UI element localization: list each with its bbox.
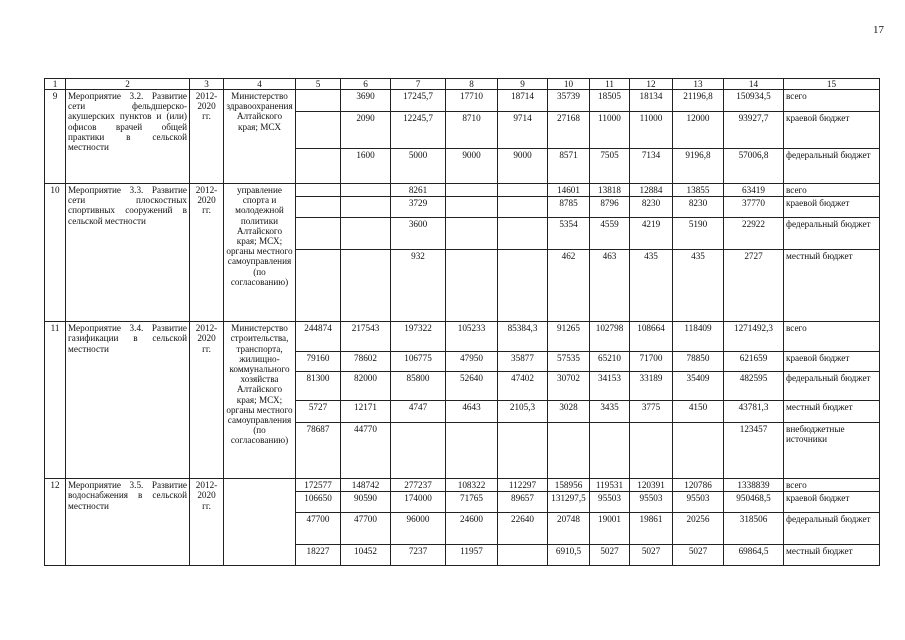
value-cell: 8785 bbox=[548, 197, 590, 218]
measure-title: Мероприятие 3.3. Развитие сети плоскостных спортивных сооружений в сельской местности bbox=[66, 184, 190, 322]
value-cell: 85800 bbox=[391, 372, 446, 401]
value-cell: 6910,5 bbox=[548, 545, 590, 566]
period: 2012-2020 гг. bbox=[190, 322, 224, 479]
value-cell bbox=[498, 545, 548, 566]
period: 2012-2020 гг. bbox=[190, 479, 224, 566]
value-cell: 2727 bbox=[724, 250, 784, 322]
value-cell: 4150 bbox=[673, 401, 724, 423]
funding-source: краевой бюджет bbox=[784, 492, 880, 513]
header-cell: 5 bbox=[296, 79, 341, 90]
header-cell: 3 bbox=[190, 79, 224, 90]
value-cell: 108322 bbox=[446, 479, 498, 492]
value-cell: 9000 bbox=[498, 149, 548, 184]
header-cell: 12 bbox=[630, 79, 673, 90]
value-cell: 13855 bbox=[673, 184, 724, 197]
value-cell: 33189 bbox=[630, 372, 673, 401]
value-cell: 30702 bbox=[548, 372, 590, 401]
value-cell: 14601 bbox=[548, 184, 590, 197]
value-cell: 81300 bbox=[296, 372, 341, 401]
value-cell: 435 bbox=[630, 250, 673, 322]
value-cell bbox=[296, 112, 341, 149]
value-cell: 5000 bbox=[391, 149, 446, 184]
value-cell bbox=[341, 218, 391, 250]
value-cell: 4747 bbox=[391, 401, 446, 423]
row-number: 11 bbox=[45, 322, 66, 479]
value-cell: 932 bbox=[391, 250, 446, 322]
responsible-org: Министерство здравоохранения Алтайского края; МСХ bbox=[224, 90, 296, 184]
value-cell bbox=[446, 218, 498, 250]
value-cell: 112297 bbox=[498, 479, 548, 492]
value-cell: 43781,3 bbox=[724, 401, 784, 423]
value-cell bbox=[296, 197, 341, 218]
value-cell: 11957 bbox=[446, 545, 498, 566]
value-cell: 57535 bbox=[548, 352, 590, 372]
measure-title: Мероприятие 3.4. Развитие газификации в сельской местности bbox=[66, 322, 190, 479]
value-cell: 7134 bbox=[630, 149, 673, 184]
value-cell bbox=[630, 423, 673, 479]
table-row bbox=[45, 184, 880, 197]
value-cell: 4559 bbox=[590, 218, 630, 250]
value-cell: 69864,5 bbox=[724, 545, 784, 566]
table-row bbox=[45, 90, 880, 112]
value-cell bbox=[296, 250, 341, 322]
value-cell: 463 bbox=[590, 250, 630, 322]
value-cell: 7237 bbox=[391, 545, 446, 566]
funding-source: федеральный бюджет bbox=[784, 513, 880, 545]
header-row bbox=[45, 79, 880, 90]
value-cell: 462 bbox=[548, 250, 590, 322]
value-cell bbox=[296, 218, 341, 250]
value-cell bbox=[446, 423, 498, 479]
funding-source: местный бюджет bbox=[784, 401, 880, 423]
funding-source: федеральный бюджет bbox=[784, 149, 880, 184]
value-cell: 9000 bbox=[446, 149, 498, 184]
value-cell bbox=[446, 250, 498, 322]
measure-title: Мероприятие 3.5. Развитие водоснабжения в сельской местности bbox=[66, 479, 190, 566]
value-cell: 18714 bbox=[498, 90, 548, 112]
value-cell: 3775 bbox=[630, 401, 673, 423]
responsible-org bbox=[224, 479, 296, 566]
value-cell: 11000 bbox=[630, 112, 673, 149]
value-cell: 2105,3 bbox=[498, 401, 548, 423]
value-cell: 148742 bbox=[341, 479, 391, 492]
page-number: 17 bbox=[873, 24, 884, 36]
value-cell bbox=[498, 218, 548, 250]
header-cell: 14 bbox=[724, 79, 784, 90]
funding-source: внебюджетные источники bbox=[784, 423, 880, 479]
value-cell: 120391 bbox=[630, 479, 673, 492]
value-cell: 435 bbox=[673, 250, 724, 322]
value-cell: 18505 bbox=[590, 90, 630, 112]
funding-source: краевой бюджет bbox=[784, 352, 880, 372]
program-table bbox=[44, 78, 880, 566]
value-cell: 4219 bbox=[630, 218, 673, 250]
value-cell: 10452 bbox=[341, 545, 391, 566]
value-cell: 8261 bbox=[391, 184, 446, 197]
value-cell: 19001 bbox=[590, 513, 630, 545]
responsible-org: управление спорта и молодежной политики Алтайского края; МСХ; органы местного самоуправления (по согласованию) bbox=[224, 184, 296, 322]
value-cell bbox=[446, 197, 498, 218]
value-cell: 35409 bbox=[673, 372, 724, 401]
value-cell: 96000 bbox=[391, 513, 446, 545]
value-cell: 1271492,3 bbox=[724, 322, 784, 352]
funding-source: всего bbox=[784, 184, 880, 197]
value-cell bbox=[498, 423, 548, 479]
funding-source: федеральный бюджет bbox=[784, 218, 880, 250]
value-cell: 63419 bbox=[724, 184, 784, 197]
value-cell: 65210 bbox=[590, 352, 630, 372]
value-cell: 3028 bbox=[548, 401, 590, 423]
row-number: 10 bbox=[45, 184, 66, 322]
value-cell: 8710 bbox=[446, 112, 498, 149]
funding-source: всего bbox=[784, 479, 880, 492]
value-cell: 35877 bbox=[498, 352, 548, 372]
header-cell: 1 bbox=[45, 79, 66, 90]
value-cell bbox=[498, 184, 548, 197]
value-cell: 93927,7 bbox=[724, 112, 784, 149]
value-cell: 9196,8 bbox=[673, 149, 724, 184]
value-cell: 19861 bbox=[630, 513, 673, 545]
value-cell: 91265 bbox=[548, 322, 590, 352]
header-cell: 9 bbox=[498, 79, 548, 90]
value-cell: 9714 bbox=[498, 112, 548, 149]
value-cell: 102798 bbox=[590, 322, 630, 352]
responsible-org: Министерство строительства, транспорта, жилищно-коммунального хозяйства Алтайского края; МСХ; органы местного самоуправления (по согласованию) bbox=[224, 322, 296, 479]
value-cell: 318506 bbox=[724, 513, 784, 545]
value-cell: 18227 bbox=[296, 545, 341, 566]
value-cell: 123457 bbox=[724, 423, 784, 479]
funding-source: всего bbox=[784, 322, 880, 352]
value-cell: 244874 bbox=[296, 322, 341, 352]
value-cell: 71700 bbox=[630, 352, 673, 372]
value-cell: 82000 bbox=[341, 372, 391, 401]
value-cell: 44770 bbox=[341, 423, 391, 479]
value-cell: 95503 bbox=[590, 492, 630, 513]
header-cell: 7 bbox=[391, 79, 446, 90]
value-cell: 174000 bbox=[391, 492, 446, 513]
value-cell: 21196,8 bbox=[673, 90, 724, 112]
value-cell: 172577 bbox=[296, 479, 341, 492]
value-cell: 24600 bbox=[446, 513, 498, 545]
value-cell: 4643 bbox=[446, 401, 498, 423]
value-cell bbox=[296, 184, 341, 197]
value-cell: 106775 bbox=[391, 352, 446, 372]
value-cell: 11000 bbox=[590, 112, 630, 149]
table-row bbox=[45, 322, 880, 352]
funding-source: местный бюджет bbox=[784, 250, 880, 322]
value-cell bbox=[341, 184, 391, 197]
value-cell: 131297,5 bbox=[548, 492, 590, 513]
value-cell: 79160 bbox=[296, 352, 341, 372]
value-cell: 12171 bbox=[341, 401, 391, 423]
value-cell: 12884 bbox=[630, 184, 673, 197]
value-cell: 5027 bbox=[673, 545, 724, 566]
value-cell: 120786 bbox=[673, 479, 724, 492]
value-cell: 217543 bbox=[341, 322, 391, 352]
header-cell: 8 bbox=[446, 79, 498, 90]
value-cell: 89657 bbox=[498, 492, 548, 513]
value-cell: 47700 bbox=[296, 513, 341, 545]
value-cell bbox=[391, 423, 446, 479]
funding-source: краевой бюджет bbox=[784, 197, 880, 218]
value-cell: 2090 bbox=[341, 112, 391, 149]
value-cell: 5727 bbox=[296, 401, 341, 423]
funding-source: местный бюджет bbox=[784, 545, 880, 566]
value-cell: 78687 bbox=[296, 423, 341, 479]
value-cell: 119531 bbox=[590, 479, 630, 492]
value-cell: 37770 bbox=[724, 197, 784, 218]
value-cell: 3600 bbox=[391, 218, 446, 250]
value-cell bbox=[673, 423, 724, 479]
value-cell bbox=[590, 423, 630, 479]
value-cell: 3435 bbox=[590, 401, 630, 423]
value-cell: 34153 bbox=[590, 372, 630, 401]
value-cell: 57006,8 bbox=[724, 149, 784, 184]
value-cell: 105233 bbox=[446, 322, 498, 352]
value-cell: 5190 bbox=[673, 218, 724, 250]
row-number: 9 bbox=[45, 90, 66, 184]
value-cell: 22922 bbox=[724, 218, 784, 250]
period: 2012-2020 гг. bbox=[190, 184, 224, 322]
value-cell: 106650 bbox=[296, 492, 341, 513]
value-cell: 12000 bbox=[673, 112, 724, 149]
value-cell bbox=[548, 423, 590, 479]
value-cell: 27168 bbox=[548, 112, 590, 149]
value-cell bbox=[498, 250, 548, 322]
value-cell: 1600 bbox=[341, 149, 391, 184]
header-cell: 15 bbox=[784, 79, 880, 90]
value-cell bbox=[296, 90, 341, 112]
value-cell: 17245,7 bbox=[391, 90, 446, 112]
value-cell: 22640 bbox=[498, 513, 548, 545]
value-cell: 621659 bbox=[724, 352, 784, 372]
value-cell: 3690 bbox=[341, 90, 391, 112]
header-cell: 6 bbox=[341, 79, 391, 90]
value-cell: 52640 bbox=[446, 372, 498, 401]
header-cell: 10 bbox=[548, 79, 590, 90]
value-cell: 20748 bbox=[548, 513, 590, 545]
value-cell bbox=[498, 197, 548, 218]
value-cell: 35739 bbox=[548, 90, 590, 112]
value-cell: 1338839 bbox=[724, 479, 784, 492]
value-cell: 8796 bbox=[590, 197, 630, 218]
value-cell: 158956 bbox=[548, 479, 590, 492]
value-cell: 12245,7 bbox=[391, 112, 446, 149]
value-cell: 150934,5 bbox=[724, 90, 784, 112]
value-cell: 3729 bbox=[391, 197, 446, 218]
value-cell bbox=[341, 197, 391, 218]
value-cell: 71765 bbox=[446, 492, 498, 513]
value-cell: 85384,3 bbox=[498, 322, 548, 352]
value-cell: 5354 bbox=[548, 218, 590, 250]
value-cell: 482595 bbox=[724, 372, 784, 401]
value-cell: 277237 bbox=[391, 479, 446, 492]
row-number: 12 bbox=[45, 479, 66, 566]
value-cell: 47700 bbox=[341, 513, 391, 545]
funding-source: федеральный бюджет bbox=[784, 372, 880, 401]
header-cell: 2 bbox=[66, 79, 190, 90]
value-cell: 18134 bbox=[630, 90, 673, 112]
value-cell bbox=[446, 184, 498, 197]
value-cell: 20256 bbox=[673, 513, 724, 545]
value-cell bbox=[341, 250, 391, 322]
value-cell: 47402 bbox=[498, 372, 548, 401]
value-cell: 90590 bbox=[341, 492, 391, 513]
header-cell: 4 bbox=[224, 79, 296, 90]
value-cell: 8571 bbox=[548, 149, 590, 184]
header-cell: 13 bbox=[673, 79, 724, 90]
value-cell: 8230 bbox=[630, 197, 673, 218]
value-cell: 197322 bbox=[391, 322, 446, 352]
value-cell: 950468,5 bbox=[724, 492, 784, 513]
value-cell: 78850 bbox=[673, 352, 724, 372]
funding-source: всего bbox=[784, 90, 880, 112]
value-cell: 17710 bbox=[446, 90, 498, 112]
value-cell: 118409 bbox=[673, 322, 724, 352]
value-cell: 13818 bbox=[590, 184, 630, 197]
value-cell: 8230 bbox=[673, 197, 724, 218]
measure-title: Мероприятие 3.2. Развитие сети фельдшерско-акушерских пунктов и (или) офисов врачей общей практики в сельской местности bbox=[66, 90, 190, 184]
value-cell: 78602 bbox=[341, 352, 391, 372]
value-cell: 5027 bbox=[630, 545, 673, 566]
value-cell: 5027 bbox=[590, 545, 630, 566]
period: 2012-2020 гг. bbox=[190, 90, 224, 184]
value-cell: 95503 bbox=[630, 492, 673, 513]
value-cell: 108664 bbox=[630, 322, 673, 352]
value-cell: 7505 bbox=[590, 149, 630, 184]
value-cell: 95503 bbox=[673, 492, 724, 513]
header-cell: 11 bbox=[590, 79, 630, 90]
funding-source: краевой бюджет bbox=[784, 112, 880, 149]
value-cell: 47950 bbox=[446, 352, 498, 372]
table-row bbox=[45, 479, 880, 492]
value-cell bbox=[296, 149, 341, 184]
